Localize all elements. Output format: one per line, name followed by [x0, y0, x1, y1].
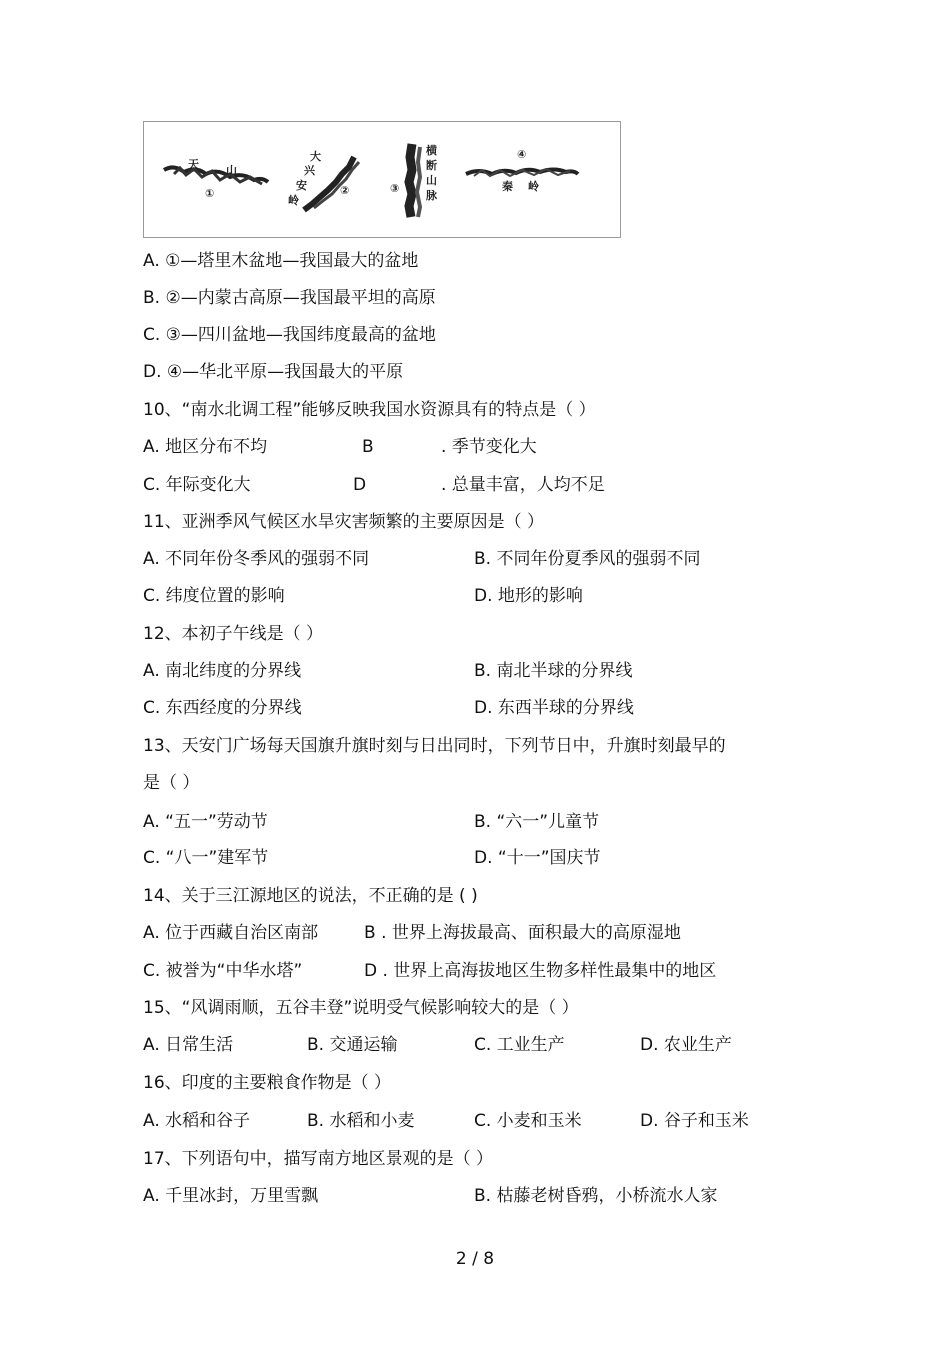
q12-option-c: C. 东西经度的分界线 — [143, 698, 302, 718]
q13-stem-line2: 是（ ） — [143, 773, 200, 793]
label-marker-3: ③ — [390, 182, 400, 195]
q13-option-b: B. “六一”儿童节 — [474, 812, 600, 832]
q15-option-a: A. 日常生活 — [143, 1035, 234, 1055]
q10-option-b: . 季节变化大 — [441, 437, 537, 457]
q14-option-d: D . 世界上高海拔地区生物多样性最集中的地区 — [364, 961, 717, 981]
q11-option-b: B. 不同年份夏季风的强弱不同 — [474, 549, 701, 569]
tianshan-sketch — [164, 158, 268, 200]
q16-option-d: D. 谷子和玉米 — [640, 1111, 749, 1131]
label-marker-4: ④ — [517, 148, 527, 161]
label-shan: 山 — [226, 164, 237, 177]
q11-option-c: C. 纬度位置的影响 — [143, 586, 285, 606]
mountain-ranges-figure — [143, 121, 621, 238]
label-marker-1: ① — [205, 187, 215, 200]
q17-option-b: B. 枯藤老树昏鸦，小桥流水人家 — [474, 1186, 718, 1206]
q15-option-b: B. 交通运输 — [307, 1035, 398, 1055]
label-an: 安 — [296, 179, 307, 192]
q11-stem: 11、亚洲季风气候区水旱灾害频繁的主要原因是（ ） — [143, 512, 545, 532]
label-tian: 天 — [188, 158, 199, 171]
q10-option-c: C. 年际变化大 — [143, 475, 251, 495]
qinling-sketch — [466, 148, 578, 193]
q16-option-b: B. 水稻和小麦 — [307, 1111, 415, 1131]
label-qin: 秦 — [502, 180, 513, 193]
q10-option-a: A. 地区分布不均 — [143, 437, 268, 457]
q14-option-b: B . 世界上海拔最高、面积最大的高原湿地 — [364, 923, 681, 943]
q10-option-d-letter: D — [353, 475, 367, 495]
q14-stem: 14、关于三江源地区的说法，不正确的是 ( ) — [143, 886, 478, 906]
daxinganling-sketch — [288, 149, 359, 210]
q10-option-b-letter: B — [362, 437, 374, 457]
q13-option-c: C. “八一”建军节 — [143, 848, 269, 868]
label-ling2: 岭 — [528, 180, 539, 193]
q15-option-d: D. 农业生产 — [640, 1035, 732, 1055]
mountain-sketches — [144, 122, 622, 239]
q16-stem: 16、印度的主要粮食作物是（ ） — [143, 1073, 392, 1093]
q9-option-b: B. ②—内蒙古高原—我国最平坦的高原 — [143, 288, 436, 308]
q12-stem: 12、本初子午线是（ ） — [143, 624, 324, 644]
q13-option-a: A. “五一”劳动节 — [143, 812, 268, 832]
q9-option-a: A. ①—塔里木盆地—我国最大的盆地 — [143, 251, 419, 271]
q13-option-d: D. “十一”国庆节 — [474, 848, 601, 868]
hengduan-sketch — [390, 143, 438, 217]
q12-option-b: B. 南北半球的分界线 — [474, 661, 633, 681]
q15-stem: 15、“风调雨顺，五谷丰登”说明受气候影响较大的是（ ） — [143, 998, 579, 1018]
q9-option-c: C. ③—四川盆地—我国纬度最高的盆地 — [143, 325, 436, 345]
q17-option-a: A. 千里冰封，万里雪飘 — [143, 1186, 319, 1206]
label-ling1: 岭 — [288, 194, 299, 207]
label-marker-2: ② — [340, 184, 350, 197]
q14-option-a: A. 位于西藏自治区南部 — [143, 923, 319, 943]
q16-option-c: C. 小麦和玉米 — [474, 1111, 582, 1131]
label-mai: 脉 — [426, 189, 437, 202]
q11-option-a: A. 不同年份冬季风的强弱不同 — [143, 549, 370, 569]
q16-option-a: A. 水稻和谷子 — [143, 1111, 251, 1131]
q9-option-d: D. ④—华北平原—我国最大的平原 — [143, 362, 404, 382]
q14-option-c: C. 被誉为“中华水塔” — [143, 961, 303, 981]
q10-stem: 10、“南水北调工程”能够反映我国水资源具有的特点是（ ） — [143, 400, 596, 420]
q10-option-d: . 总量丰富，人均不足 — [441, 475, 605, 495]
q15-option-c: C. 工业生产 — [474, 1035, 565, 1055]
q12-option-a: A. 南北纬度的分界线 — [143, 661, 302, 681]
page-number: 2 / 8 — [455, 1249, 495, 1269]
label-shan2: 山 — [426, 174, 437, 187]
label-da: 大 — [310, 150, 321, 163]
q12-option-d: D. 东西半球的分界线 — [474, 698, 634, 718]
q11-option-d: D. 地形的影响 — [474, 586, 583, 606]
label-heng: 横 — [426, 144, 437, 157]
q17-stem: 17、下列语句中，描写南方地区景观的是（ ） — [143, 1149, 494, 1169]
label-duan: 断 — [426, 159, 437, 172]
label-xing: 兴 — [304, 164, 315, 177]
q13-stem-line1: 13、天安门广场每天国旗升旗时刻与日出同时，下列节日中，升旗时刻最早的 — [143, 736, 726, 756]
